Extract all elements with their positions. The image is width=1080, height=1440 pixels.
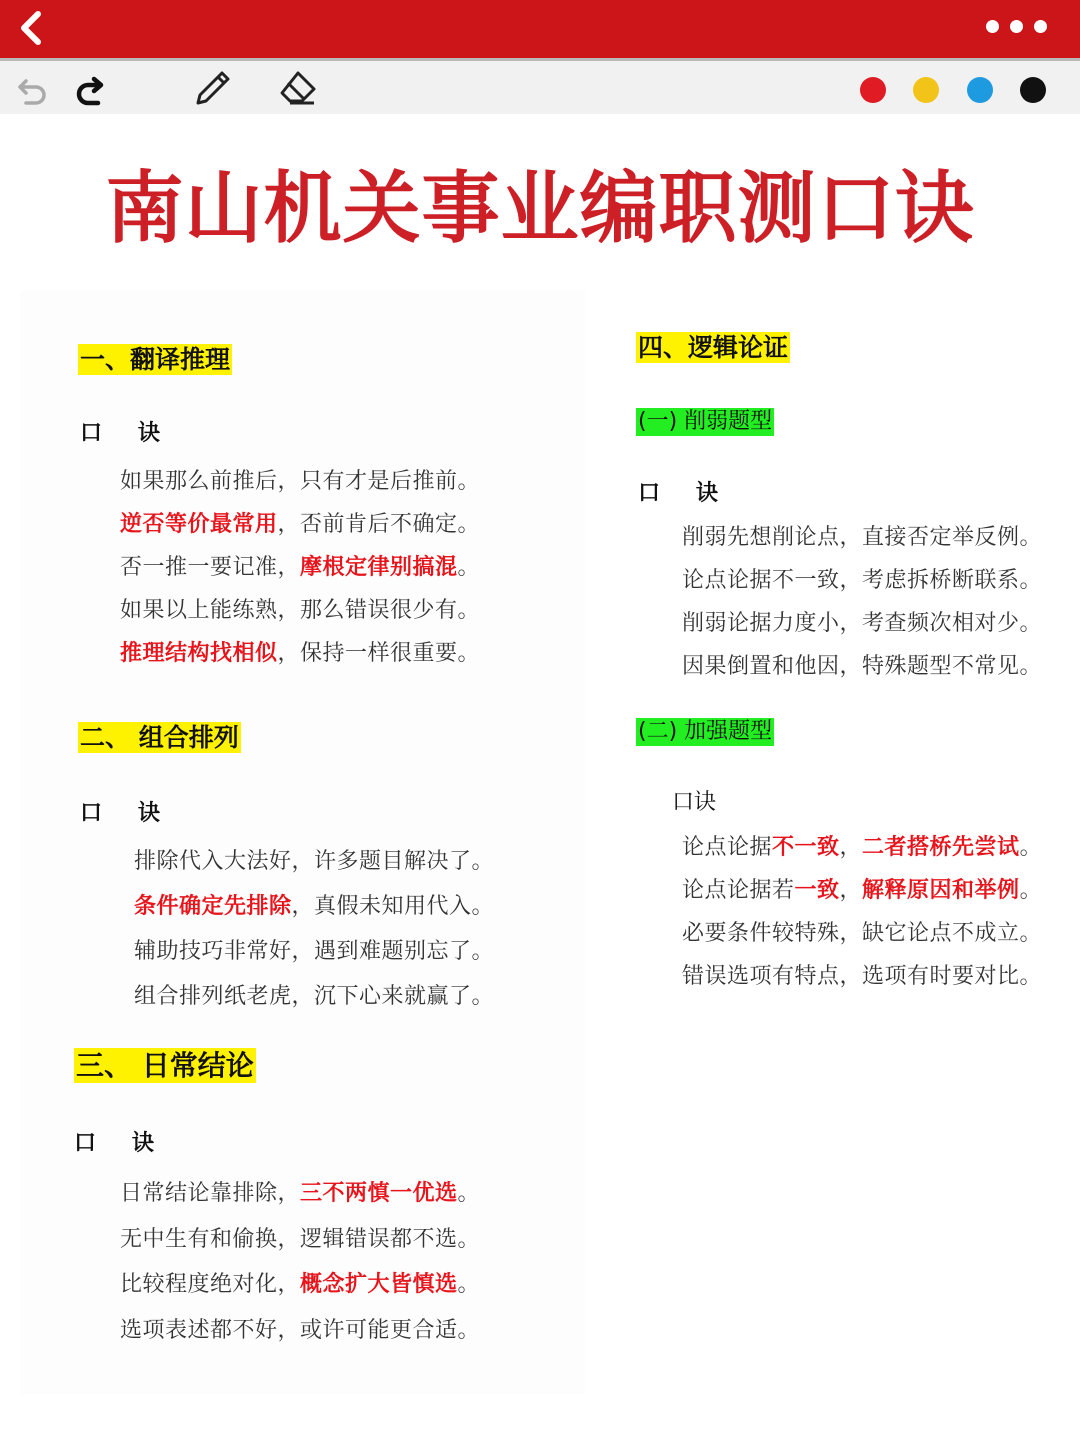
kou-jue-label: 口诀	[672, 790, 717, 815]
verse-line	[682, 520, 1042, 551]
top-app-bar	[0, 0, 1080, 58]
verse-line	[682, 606, 1042, 637]
verse-line	[120, 507, 480, 538]
verse-text: 如果以上能练熟，那么错误很少有。	[120, 598, 481, 623]
highlighted-phrase: 不一致	[772, 834, 840, 860]
color-swatch-black[interactable]	[1020, 77, 1046, 103]
pencil-icon[interactable]	[192, 69, 232, 109]
verse-text: 论点论据若	[682, 878, 795, 903]
verse-line	[120, 1222, 480, 1253]
verse-text: ，	[839, 878, 863, 903]
verse-text: 。	[1019, 835, 1043, 860]
undo-icon[interactable]	[12, 69, 52, 109]
verse-line	[120, 1313, 480, 1344]
verse-text: 比较程度绝对化，	[120, 1272, 301, 1297]
verse-text: 否一推一要记准，	[120, 555, 301, 580]
more-options-icon[interactable]	[986, 17, 1050, 37]
verse-text: 因果倒置和他因，特殊题型不常见。	[682, 654, 1043, 679]
verse-line	[120, 464, 480, 495]
highlighted-phrase: 二者搭桥先尝试	[862, 834, 1020, 860]
verse-line	[682, 873, 1042, 904]
verse-text: 如果那么前推后，只有才是后推前。	[120, 469, 481, 494]
kou-jue-label: 口 诀	[80, 421, 161, 446]
verse-text: 选项表述都不好，或许可能更合适。	[120, 1317, 481, 1343]
verse-text: 论点论据不一致，考虑拆桥断联系。	[682, 568, 1043, 593]
verse-text: 。	[457, 1272, 481, 1297]
verse-text: ，否前肯后不确定。	[277, 512, 481, 537]
verse-text: ，	[839, 835, 863, 860]
subsection-heading-strengthen: (二) 加强题型	[638, 719, 773, 744]
page-title: 南山机关事业编职测口诀	[105, 163, 975, 254]
highlighted-phrase: 解释原因和举例	[862, 877, 1020, 903]
verse-text: 组合排列纸老虎，沉下心来就赢了。	[134, 984, 495, 1009]
verse-line	[120, 1176, 480, 1207]
verse-line	[134, 889, 494, 920]
verse-text: 削弱论据力度小，考查频次相对少。	[682, 611, 1043, 636]
verse-text: ，真假未知用代入。	[291, 894, 495, 919]
kou-jue-label: 口 诀	[638, 481, 719, 506]
verse-line	[134, 844, 494, 875]
kou-jue-label: 口 诀	[74, 1131, 155, 1156]
highlighted-phrase: 逆否等价最常用	[120, 511, 278, 537]
verse-text: 。	[457, 555, 481, 580]
back-icon[interactable]	[12, 8, 52, 48]
highlighted-phrase: 摩根定律别搞混	[300, 554, 458, 580]
verse-line	[120, 550, 480, 581]
verse-line	[682, 959, 1042, 990]
annotation-toolbar	[0, 58, 1080, 114]
verse-line	[134, 979, 494, 1010]
verse-line	[682, 916, 1042, 947]
verse-text: 。	[457, 1181, 481, 1206]
subsection-heading-weaken: (一) 削弱题型	[638, 409, 773, 434]
verse-text: 。	[1019, 878, 1043, 903]
section-heading-combination: 二、 组合排列	[80, 723, 239, 752]
verse-line	[682, 649, 1042, 680]
highlighted-phrase: 推理结构找相似	[120, 640, 278, 666]
verse-text: 错误选项有特点，选项有时要对比。	[682, 964, 1043, 989]
highlighted-phrase: 条件确定先排除	[134, 893, 292, 919]
color-swatch-blue[interactable]	[967, 77, 993, 103]
verse-line	[682, 563, 1042, 594]
redo-icon[interactable]	[70, 69, 110, 109]
verse-text: ，保持一样很重要。	[277, 641, 481, 666]
verse-text: 削弱先想削论点，直接否定举反例。	[682, 525, 1043, 550]
section-heading-argument: 四、逻辑论证	[638, 333, 789, 362]
color-swatch-yellow[interactable]	[913, 77, 939, 103]
verse-line	[134, 934, 494, 965]
kou-jue-label: 口 诀	[80, 801, 161, 826]
section-heading-translation: 一、翻译推理	[80, 345, 231, 374]
highlighted-phrase: 三不两慎一优选	[300, 1180, 458, 1206]
verse-text: 排除代入大法好，许多题目解决了。	[134, 849, 495, 874]
verse-line	[120, 1267, 480, 1298]
highlighted-phrase: 概念扩大皆慎选	[300, 1271, 458, 1297]
verse-text: 必要条件较特殊，缺它论点不成立。	[682, 921, 1043, 946]
verse-text: 论点论据	[682, 835, 773, 860]
verse-text: 无中生有和偷换，逻辑错误都不选。	[120, 1226, 481, 1252]
verse-line	[120, 593, 480, 624]
highlighted-phrase: 一致	[794, 877, 840, 903]
eraser-icon[interactable]	[276, 69, 316, 109]
color-swatch-red[interactable]	[860, 77, 886, 103]
verse-line	[682, 830, 1042, 861]
verse-text: 辅助技巧非常好，遇到难题别忘了。	[134, 939, 495, 964]
verse-text: 日常结论靠排除，	[120, 1181, 301, 1206]
section-heading-daily-conclusion: 三、 日常结论	[76, 1049, 254, 1082]
verse-line	[120, 636, 480, 667]
